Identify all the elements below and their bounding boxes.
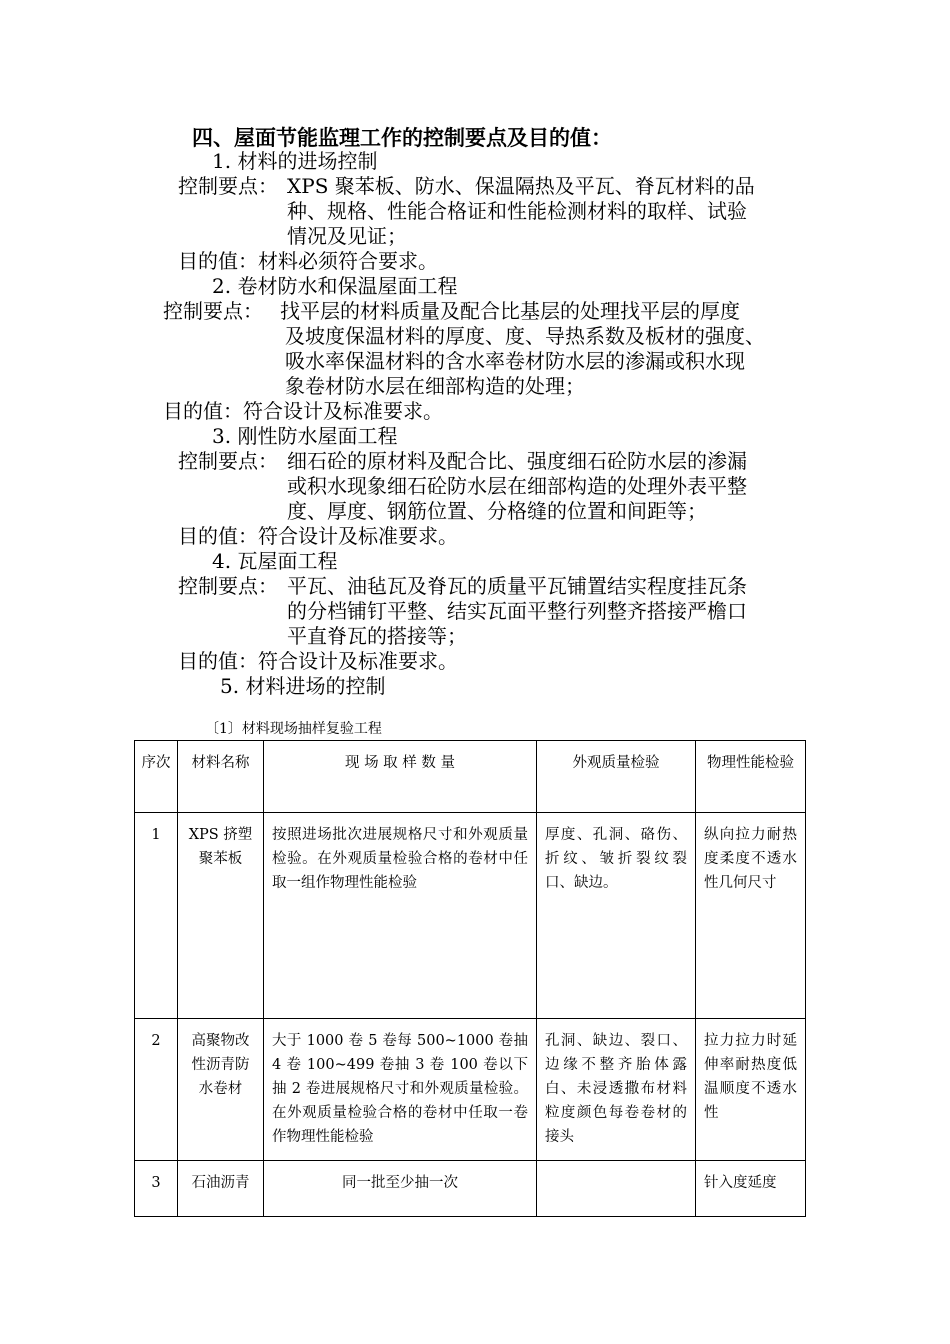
header-physical: 物理性能检验 [696,741,806,813]
table-caption: 〔1〕材料现场抽样复验工程 [205,721,382,737]
control-line: 平瓦、油毡瓦及脊瓦的质量平瓦铺置结实程度挂瓦条 [287,574,747,598]
cell-physical: 针入度延度 [696,1161,806,1217]
section-1-control-text [287,174,817,249]
control-line: XPS 聚苯板、防水、保温隔热及平瓦、脊瓦材料的品 [287,174,755,198]
section-3-title: 3. 刚性防水屋面工程 [212,424,398,448]
cell-physical: 拉力拉力时延伸率耐热度低温顺度不透水性 [696,1019,806,1161]
header-name: 材料名称 [178,741,264,813]
control-line: 或积水现象细石砼防水层在细部构造的处理外表平整 [287,474,747,498]
table-row [135,1019,806,1161]
table-header-row [135,741,806,813]
control-line: 种、规格、性能合格证和性能检测材料的取样、试验 [287,199,747,223]
section-2-control-text [280,299,810,399]
table-row [135,813,806,1019]
section-4-control-text [287,574,817,649]
section-4-control-label: 控制要点： [178,574,278,598]
control-line: 吸水率保温材料的含水率卷材防水层的渗漏或积水现 [285,349,745,373]
page-heading: 四、屋面节能监理工作的控制要点及目的值： [192,125,612,150]
cell-sampling: 大于 1000 卷 5 卷每 500~1000 卷抽 4 卷 100~499 卷抽 3 卷 100 卷以下抽 2 卷进展规格尺寸和外观质量检验。在外观质量检验合格的卷材中任取一卷作物理性能检验 [264,1019,537,1161]
header-seq: 序次 [135,741,178,813]
control-line: 平直脊瓦的搭接等； [287,624,467,648]
control-line: 细石砼的原材料及配合比、强度细石砼防水层的渗漏 [287,449,747,473]
section-3-control-text [287,449,817,524]
cell-sampling: 按照进场批次进展规格尺寸和外观质量检验。在外观质量检验合格的卷材中任取一组作物理性能检验 [264,813,537,1019]
cell-sampling: 同一批至少抽一次 [264,1161,537,1217]
section-2-control-label: 控制要点： [163,299,263,323]
sampling-table [134,740,806,1217]
control-line: 找平层的材料质量及配合比基层的处理找平层的厚度 [280,299,740,323]
cell-name: XPS 挤塑聚苯板 [178,813,264,1019]
control-line: 的分档铺钉平整、结实瓦面平整行列整齐搭接严檐口 [287,599,747,623]
cell-seq: 2 [135,1019,178,1161]
table-row [135,1161,806,1217]
cell-appearance: 孔洞、缺边、裂口、边缘不整齐胎体露白、未浸透撒布材料粒度颜色每卷卷材的接头 [537,1019,696,1161]
cell-physical: 纵向拉力耐热度柔度不透水性几何尺寸 [696,813,806,1019]
section-1-title: 1. 材料的进场控制 [212,149,378,173]
section-1-control-label: 控制要点： [178,174,278,198]
cell-appearance [537,1161,696,1217]
cell-seq: 1 [135,813,178,1019]
section-2-target: 目的值：符合设计及标准要求。 [163,399,443,423]
control-line: 象卷材防水层在细部构造的处理； [285,374,585,398]
cell-name: 石油沥青 [178,1161,264,1217]
control-line: 情况及见证； [287,224,407,248]
section-4-title: 4. 瓦屋面工程 [212,549,338,573]
section-4-target: 目的值：符合设计及标准要求。 [178,649,458,673]
header-sampling: 现 场 取 样 数 量 [264,741,537,813]
section-1-target: 目的值：材料必须符合要求。 [178,249,438,273]
section-3-control-label: 控制要点： [178,449,278,473]
control-line: 度、厚度、钢筋位置、分格缝的位置和间距等； [287,499,707,523]
section-5-title: 5. 材料进场的控制 [220,674,386,698]
section-2-title: 2. 卷材防水和保温屋面工程 [212,274,458,298]
cell-appearance: 厚度、孔洞、硌伤、折纹、皱折裂纹裂口、缺边。 [537,813,696,1019]
control-line: 及坡度保温材料的厚度、度、导热系数及板材的强度、 [285,324,765,348]
cell-seq: 3 [135,1161,178,1217]
section-3-target: 目的值：符合设计及标准要求。 [178,524,458,548]
cell-name: 高聚物改性沥青防水卷材 [178,1019,264,1161]
header-appearance: 外观质量检验 [537,741,696,813]
